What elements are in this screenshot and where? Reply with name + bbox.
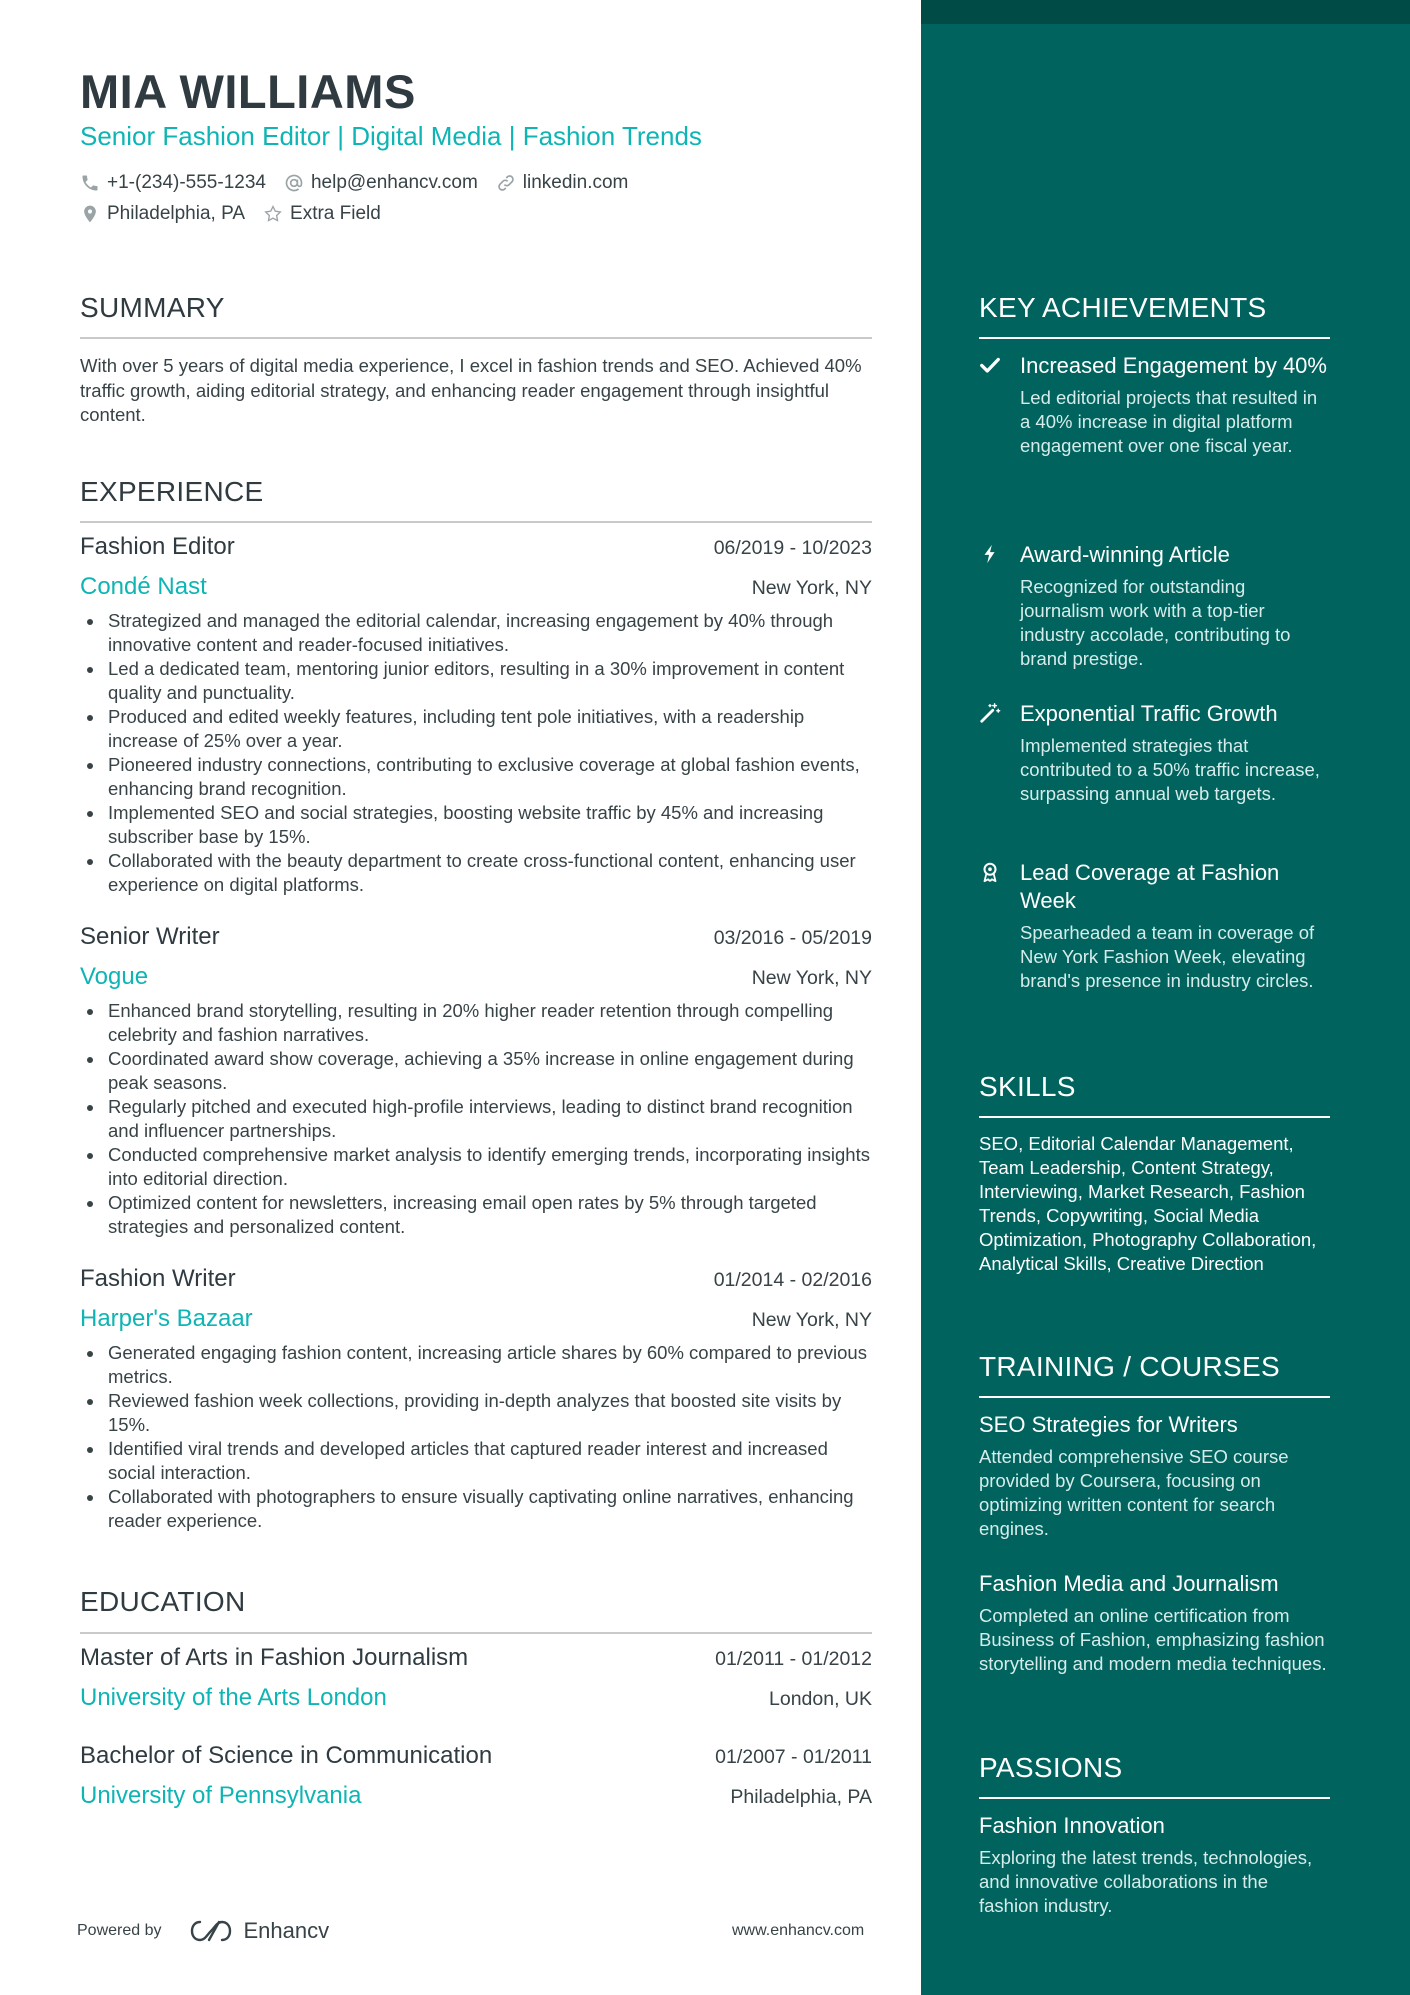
footer-powered-by [77, 1918, 329, 1944]
main-column [80, 0, 872, 1995]
bullet-item: Led a dedicated team, mentoring junior editors, resulting in a 30% improvement in content quality and punctuality. [80, 657, 872, 705]
education-divider [80, 1632, 872, 1634]
training-title: TRAINING / COURSES [979, 1351, 1280, 1382]
education-location: London, UK [769, 1688, 872, 1710]
powered-by-text: Powered by [77, 1922, 162, 1939]
bullet-item: Implemented SEO and social strategies, boosting website traffic by 45% and increasing subscriber base by 15%. [80, 801, 872, 849]
enhancv-logo[interactable] [188, 1918, 330, 1944]
location-contact [80, 203, 245, 225]
skills-divider [979, 1116, 1330, 1118]
bullet-item: Regularly pitched and executed high-profile interviews, leading to distinct brand recognition and influencer partnerships. [80, 1095, 872, 1143]
job-bullets [80, 609, 872, 897]
headline: Senior Fashion Editor | Digital Media | Fashion Trends [80, 121, 702, 151]
candidate-name: MIA WILLIAMS [80, 65, 416, 118]
course-title: SEO Strategies for Writers [979, 1412, 1238, 1437]
at-sign-icon [284, 173, 304, 193]
sidebar [921, 0, 1410, 1995]
bullet-item: Generated engaging fashion content, increasing article shares by 60% compared to previous metrics. [80, 1341, 872, 1389]
bullet-item: Collaborated with photographers to ensure visually captivating online narratives, enhancing reader experience. [80, 1485, 872, 1533]
achievement-desc: Recognized for outstanding journalism work with a top-tier industry accolade, contributing to brand prestige. [1020, 576, 1291, 669]
achievement-item [979, 352, 1330, 458]
company-name: Vogue [80, 963, 149, 990]
achievement-desc: Implemented strategies that contributed to a 50% traffic increase, surpassing annual web targets. [1020, 735, 1320, 804]
job-dates: 01/2014 - 02/2016 [713, 1269, 872, 1291]
education-title: EDUCATION [80, 1586, 246, 1617]
achievement-title: Increased Engagement by 40% [1020, 353, 1327, 378]
job-location: New York, NY [751, 577, 872, 599]
achievement-desc: Spearheaded a team in coverage of New York Fashion Week, elevating brand's presence in industry circles. [1020, 922, 1315, 991]
course-item [979, 1570, 1330, 1676]
phone-icon [80, 173, 100, 193]
course-desc: Attended comprehensive SEO course provided by Coursera, focusing on optimizing written content for search engines. [979, 1446, 1289, 1539]
experience-item [80, 1265, 872, 1533]
bullet-item: Strategized and managed the editorial calendar, increasing engagement by 40% through innovative content and reader-focused initiatives. [80, 609, 872, 657]
website-text[interactable]: linkedin.com [522, 172, 629, 193]
email-contact[interactable] [284, 172, 478, 194]
bullet-item: Pioneered industry connections, contributing to exclusive coverage at global fashion events, enhancing brand recognition. [80, 753, 872, 801]
company-name: Condé Nast [80, 573, 207, 600]
star-icon [263, 204, 283, 224]
company-name: Harper's Bazaar [80, 1305, 253, 1332]
education-dates: 01/2011 - 01/2012 [715, 1648, 872, 1670]
website-contact[interactable] [496, 172, 629, 194]
bullet-item: Conducted comprehensive market analysis to identify emerging trends, incorporating insights into editorial direction. [80, 1143, 872, 1191]
footer-url[interactable]: www.enhancv.com [732, 1922, 865, 1939]
job-bullets [80, 999, 872, 1239]
job-title: Fashion Editor [80, 533, 235, 560]
job-bullets [80, 1341, 872, 1533]
summary-divider [80, 337, 872, 339]
passion-title: Fashion Innovation [979, 1813, 1165, 1838]
extra-contact [263, 203, 381, 225]
course-title: Fashion Media and Journalism [979, 1571, 1279, 1596]
contact-row-1 [80, 172, 646, 194]
achievement-item [979, 541, 1330, 671]
bullet-item: Optimized content for newsletters, increasing email open rates by 5% through targeted strategies and personalized content. [80, 1191, 872, 1239]
passion-desc: Exploring the latest trends, technologies, and innovative collaborations in the fashion industry. [979, 1847, 1313, 1916]
summary-title: SUMMARY [80, 292, 225, 323]
location-pin-icon [80, 204, 100, 224]
achievement-title: Lead Coverage at Fashion Week [1020, 860, 1280, 913]
education-item [80, 1644, 872, 1722]
skills-title: SKILLS [979, 1071, 1076, 1102]
contact-row-2 [80, 203, 399, 225]
job-dates: 03/2016 - 05/2019 [713, 927, 872, 949]
link-icon [496, 173, 516, 193]
email-text[interactable]: help@enhancv.com [310, 172, 478, 193]
sidebar-top-band [921, 0, 1410, 24]
experience-title: EXPERIENCE [80, 476, 264, 507]
passions-title: PASSIONS [979, 1752, 1123, 1783]
location-text: Philadelphia, PA [107, 203, 246, 224]
bullet-item: Collaborated with the beauty department to create cross-functional content, enhancing user experience on digital platforms. [80, 849, 872, 897]
enhancv-brand-text: Enhancv [243, 1918, 330, 1943]
skills-text: SEO, Editorial Calendar Management, Team Leadership, Content Strategy, Interviewing, Market Research, Fashion Trends, Copywriting, Social Media Optimization, Photography Collaboration, Analytical Skills, Creative Direction [979, 1133, 1317, 1274]
degree: Master of Arts in Fashion Journalism [80, 1644, 469, 1671]
enhancv-logo-icon [188, 1918, 234, 1944]
experience-divider [80, 521, 872, 523]
job-location: New York, NY [751, 1309, 872, 1331]
achievements-title: KEY ACHIEVEMENTS [979, 292, 1267, 323]
course-desc: Completed an online certification from Business of Fashion, emphasizing fashion storytelling and modern media techniques. [979, 1605, 1327, 1674]
achievement-item [979, 700, 1330, 806]
achievement-title: Exponential Traffic Growth [1020, 701, 1278, 726]
job-location: New York, NY [751, 967, 872, 989]
bullet-item: Coordinated award show coverage, achieving a 35% increase in online engagement during peak seasons. [80, 1047, 872, 1095]
job-title: Fashion Writer [80, 1265, 236, 1292]
school-name: University of Pennsylvania [80, 1782, 362, 1809]
bullet-item: Produced and edited weekly features, including tent pole initiatives, with a readership increase of 25% over a year. [80, 705, 872, 753]
education-dates: 01/2007 - 01/2011 [715, 1746, 872, 1768]
achievement-title: Award-winning Article [1020, 542, 1230, 567]
phone-text: +1-(234)-555-1234 [107, 172, 266, 193]
achievements-divider [979, 337, 1330, 339]
experience-item [80, 533, 872, 897]
bullet-item: Identified viral trends and developed articles that captured reader interest and increased social interaction. [80, 1437, 872, 1485]
achievement-item [979, 859, 1330, 993]
passion-item [979, 1812, 1330, 1918]
lightning-icon [979, 543, 1001, 565]
bullet-item: Reviewed fashion week collections, providing in-depth analyzes that boosted site visits by 15%. [80, 1389, 872, 1437]
passions-divider [979, 1797, 1330, 1799]
education-item [80, 1742, 872, 1820]
phone-contact [80, 172, 266, 194]
summary-text: With over 5 years of digital media experience, I excel in fashion trends and SEO. Achieved 40% traffic growth, aiding editorial strategy, and enhancing reader engagement through insightful content. [80, 355, 862, 425]
achievement-desc: Led editorial projects that resulted in a 40% increase in digital platform engagement over one fiscal year. [1020, 387, 1318, 456]
job-dates: 06/2019 - 10/2023 [713, 537, 872, 559]
degree: Bachelor of Science in Communication [80, 1742, 493, 1769]
school-name: University of the Arts London [80, 1684, 387, 1711]
bullet-item: Enhanced brand storytelling, resulting in 20% higher reader retention through compelling celebrity and fashion narratives. [80, 999, 872, 1047]
checkmark-icon [979, 354, 1001, 376]
extra-text: Extra Field [290, 203, 381, 224]
experience-item [80, 923, 872, 1239]
magic-wand-icon [979, 702, 1001, 724]
course-item [979, 1411, 1330, 1541]
education-location: Philadelphia, PA [730, 1786, 872, 1808]
job-title: Senior Writer [80, 923, 220, 950]
training-divider [979, 1396, 1330, 1398]
award-ribbon-icon [979, 861, 1001, 883]
